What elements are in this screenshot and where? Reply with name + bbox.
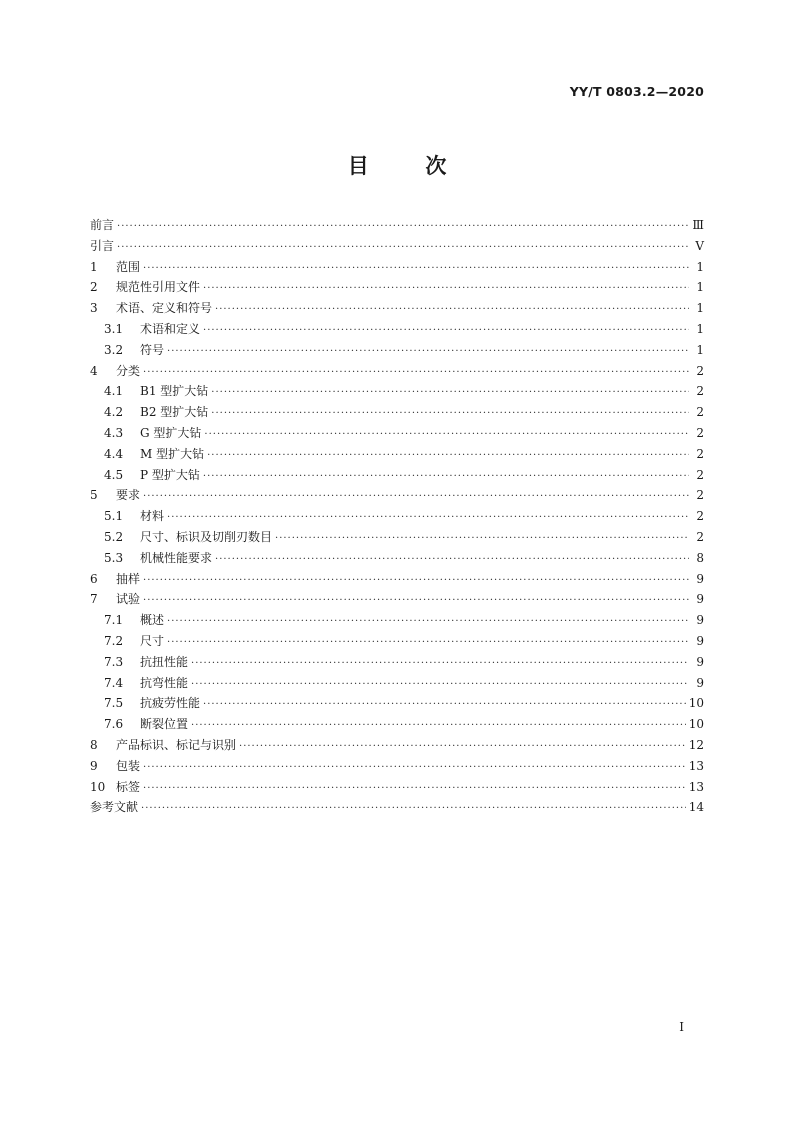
toc-entry[interactable] — [90, 381, 704, 402]
toc-entry-number: 10 — [90, 779, 106, 794]
toc-entry-label — [90, 236, 114, 257]
toc-entry-number: 4.1 — [104, 384, 124, 399]
toc-entry-label — [104, 444, 204, 465]
toc-leader-dots — [167, 633, 689, 654]
toc-entry[interactable] — [90, 548, 704, 569]
toc-entry-number: 7.2 — [104, 633, 124, 648]
toc-leader-dots — [203, 695, 686, 716]
toc-entry-number: 7.6 — [104, 717, 124, 732]
toc-entry-label — [104, 423, 201, 444]
toc-entry-page: 12 — [688, 737, 704, 752]
toc-entry-number: 4.2 — [104, 405, 124, 420]
toc-entry[interactable] — [90, 257, 704, 278]
toc-entry-number: 7.4 — [104, 675, 124, 690]
toc-entry[interactable] — [90, 485, 704, 506]
toc-entry-number: 6 — [90, 571, 98, 586]
toc-entry-label — [90, 215, 114, 236]
toc-leader-dots — [167, 612, 689, 633]
toc-entry[interactable] — [90, 465, 704, 486]
toc-entry-number: 3.2 — [104, 342, 124, 357]
toc-entry-page: 1 — [696, 301, 704, 316]
toc-leader-dots — [191, 675, 689, 696]
toc-entry-page: 10 — [688, 717, 704, 732]
toc-entry-label — [90, 298, 212, 319]
toc-entry-page: 9 — [696, 592, 704, 607]
toc-entry[interactable] — [90, 506, 704, 527]
toc-leader-dots — [191, 716, 686, 737]
toc-entry-text: 术语和定义 — [140, 321, 201, 336]
toc-entry-number: 4.3 — [104, 425, 124, 440]
toc-entry[interactable] — [90, 423, 704, 444]
toc-entry-label — [90, 257, 140, 278]
toc-leader-dots — [215, 300, 689, 321]
toc-entry-label — [104, 381, 208, 402]
toc-entry-text: B1 型扩大钻 — [140, 384, 209, 399]
toc-entry-page: 1 — [696, 280, 704, 295]
toc-entry-text: 包装 — [116, 758, 141, 773]
toc-entry-number: 7.3 — [104, 654, 124, 669]
toc-leader-dots — [239, 737, 686, 758]
toc-entry-label — [90, 569, 140, 590]
toc-entry[interactable] — [90, 652, 704, 673]
toc-leader-dots — [167, 508, 689, 529]
toc-entry[interactable] — [90, 756, 704, 777]
toc-entry-number: 5 — [90, 488, 98, 503]
toc-entry-number: 5.2 — [104, 529, 124, 544]
toc-entry-number: 9 — [90, 758, 98, 773]
toc-entry[interactable] — [90, 527, 704, 548]
toc-entry-label — [104, 673, 188, 694]
toc-entry-label — [104, 465, 200, 486]
toc-entry-label — [90, 485, 140, 506]
title-char-1: 目 — [347, 154, 369, 178]
toc-leader-dots — [117, 238, 689, 259]
toc-entry[interactable] — [90, 569, 704, 590]
toc-entry-text: 抗疲劳性能 — [140, 696, 201, 711]
page-title — [0, 150, 794, 180]
toc-entry-number: 5.3 — [104, 550, 124, 565]
toc-entry[interactable] — [90, 340, 704, 361]
toc-entry-number: 7.5 — [104, 696, 124, 711]
toc-leader-dots — [143, 259, 689, 280]
toc-entry-text: 前言 — [90, 218, 115, 232]
toc-leader-dots — [143, 487, 689, 508]
footer-page-number: Ⅰ — [679, 1020, 684, 1034]
toc-entry-number: 4 — [90, 363, 98, 378]
toc-entry-page: Ⅴ — [695, 238, 704, 253]
toc-entry-page: 2 — [696, 446, 704, 461]
toc-entry-text: 抽样 — [116, 571, 141, 586]
toc-entry-text: 分类 — [116, 363, 141, 378]
toc-leader-dots — [203, 321, 689, 342]
toc-entry-label — [104, 506, 164, 527]
toc-entry-number: 3.1 — [104, 321, 124, 336]
toc-entry[interactable] — [90, 402, 704, 423]
toc-entry-label — [90, 797, 138, 818]
toc-entry[interactable] — [90, 631, 704, 652]
toc-entry-label — [90, 361, 140, 382]
toc-entry-page: 2 — [696, 467, 704, 482]
toc-entry-text: P 型扩大钻 — [140, 467, 200, 482]
toc-entry-text: 断裂位置 — [140, 717, 189, 732]
toc-entry-text: 尺寸 — [140, 633, 165, 648]
toc-entry[interactable] — [90, 277, 704, 298]
toc-entry[interactable] — [90, 693, 704, 714]
toc-leader-dots — [203, 279, 689, 300]
toc-entry-label — [104, 652, 188, 673]
toc-leader-dots — [143, 363, 689, 384]
toc-entry-text: 符号 — [140, 342, 165, 357]
toc-entry-label — [104, 402, 208, 423]
toc-entry[interactable] — [90, 777, 704, 798]
toc-entry-number: 4.4 — [104, 446, 124, 461]
toc-entry-page: 2 — [696, 509, 704, 524]
toc-entry-number: 7 — [90, 592, 98, 607]
toc-entry-page: 2 — [696, 384, 704, 399]
toc-entry[interactable] — [90, 735, 704, 756]
toc-entry-label — [104, 631, 164, 652]
toc-entry-page: 8 — [696, 550, 704, 565]
toc-entry-number: 1 — [90, 259, 98, 274]
toc-entry-text: B2 型扩大钻 — [140, 405, 209, 420]
toc-entry[interactable] — [90, 236, 704, 257]
toc-entry-text: 抗扭性能 — [140, 654, 189, 669]
toc-entry-text: 参考文献 — [90, 800, 139, 815]
toc-entry-label — [104, 319, 200, 340]
toc-entry-text: 试验 — [116, 592, 141, 607]
toc-entry-text: M 型扩大钻 — [140, 446, 205, 461]
toc-entry[interactable] — [90, 714, 704, 735]
toc-entry[interactable] — [90, 589, 704, 610]
toc-entry[interactable] — [90, 361, 704, 382]
toc-leader-dots — [167, 342, 689, 363]
toc-leader-dots — [203, 467, 689, 488]
toc-entry-page: 9 — [696, 654, 704, 669]
toc-leader-dots — [191, 654, 689, 675]
toc-leader-dots — [207, 446, 689, 467]
toc-entry-number: 4.5 — [104, 467, 124, 482]
toc-entry-page: 9 — [696, 675, 704, 690]
toc-entry-text: 范围 — [116, 259, 141, 274]
toc-entry-number: 7.1 — [104, 613, 124, 628]
toc-entry-page: 9 — [696, 613, 704, 628]
table-of-contents — [90, 215, 704, 818]
toc-entry-page: 9 — [696, 633, 704, 648]
toc-entry-text: 引言 — [90, 238, 115, 253]
toc-entry-page: 10 — [688, 696, 704, 711]
toc-entry[interactable] — [90, 797, 704, 818]
toc-entry-text: 产品标识、标记与识别 — [116, 737, 237, 752]
toc-entry-label — [104, 548, 212, 569]
toc-leader-dots — [143, 758, 686, 779]
toc-entry-page: 13 — [688, 779, 704, 794]
toc-entry-text: 标签 — [116, 779, 141, 794]
toc-entry-number: 5.1 — [104, 509, 124, 524]
toc-leader-dots — [143, 571, 689, 592]
toc-entry-text: 术语、定义和符号 — [116, 301, 213, 316]
toc-entry-label — [104, 714, 188, 735]
title-char-2: 次 — [425, 154, 447, 178]
toc-entry-page: Ⅲ — [692, 218, 704, 232]
toc-entry[interactable] — [90, 444, 704, 465]
toc-entry[interactable] — [90, 673, 704, 694]
document-code: YY/T 0803.2—2020 — [569, 84, 704, 99]
toc-entry-text: G 型扩大钻 — [140, 425, 202, 440]
toc-entry-page: 2 — [696, 529, 704, 544]
toc-entry-label — [104, 340, 164, 361]
toc-entry-number: 3 — [90, 301, 98, 316]
toc-entry-number: 2 — [90, 280, 98, 295]
toc-entry-label — [90, 589, 140, 610]
toc-entry-page: 9 — [696, 571, 704, 586]
toc-entry-number: 8 — [90, 737, 98, 752]
toc-entry-page: 1 — [696, 321, 704, 336]
toc-entry-label — [90, 777, 140, 798]
toc-entry-page: 2 — [696, 405, 704, 420]
toc-entry-label — [104, 693, 200, 714]
toc-entry-text: 抗弯性能 — [140, 675, 189, 690]
toc-entry-label — [90, 277, 200, 298]
toc-entry-page: 14 — [688, 800, 704, 815]
toc-leader-dots — [143, 779, 686, 800]
toc-leader-dots — [215, 550, 689, 571]
toc-entry[interactable] — [90, 298, 704, 319]
toc-entry-label — [90, 756, 140, 777]
toc-entry[interactable] — [90, 319, 704, 340]
toc-entry-page: 13 — [688, 758, 704, 773]
toc-entry-page: 2 — [696, 488, 704, 503]
toc-entry-page: 1 — [696, 342, 704, 357]
toc-entry-text: 机械性能要求 — [140, 550, 213, 565]
toc-leader-dots — [275, 529, 689, 550]
toc-leader-dots — [211, 383, 689, 404]
toc-entry-label — [104, 527, 272, 548]
toc-entry[interactable] — [90, 215, 704, 236]
toc-leader-dots — [204, 425, 689, 446]
toc-entry-text: 材料 — [140, 509, 165, 524]
toc-entry-text: 概述 — [140, 613, 165, 628]
toc-leader-dots — [141, 799, 686, 820]
toc-entry-page: 2 — [696, 425, 704, 440]
toc-entry-text: 规范性引用文件 — [116, 280, 201, 295]
toc-entry-label — [90, 735, 236, 756]
toc-entry-page: 2 — [696, 363, 704, 378]
toc-entry[interactable] — [90, 610, 704, 631]
toc-leader-dots — [117, 217, 689, 238]
toc-entry-text: 要求 — [116, 488, 141, 503]
toc-entry-text: 尺寸、标识及切削刃数目 — [140, 529, 273, 544]
toc-leader-dots — [143, 591, 689, 612]
toc-entry-label — [104, 610, 164, 631]
toc-entry-page: 1 — [696, 259, 704, 274]
toc-leader-dots — [211, 404, 689, 425]
